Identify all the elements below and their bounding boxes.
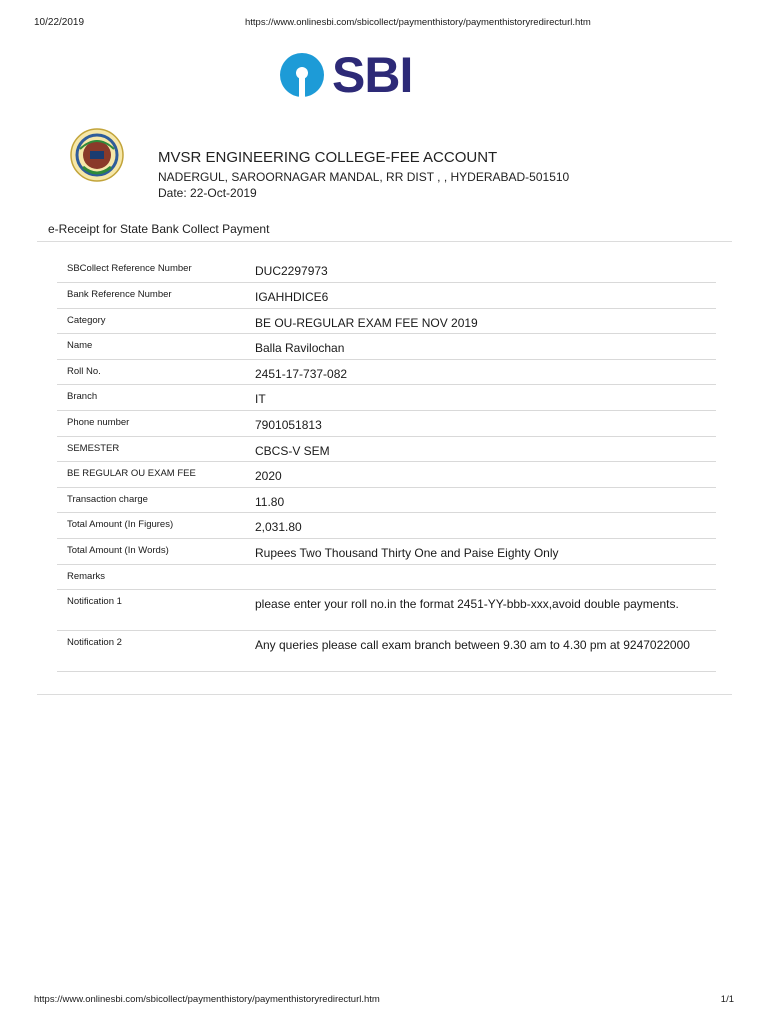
row-label: Name <box>57 334 255 360</box>
table-row <box>57 564 716 590</box>
table-row <box>57 462 716 488</box>
sbi-logo <box>278 47 413 103</box>
table-row <box>57 487 716 513</box>
row-label: BE REGULAR OU EXAM FEE <box>57 462 255 488</box>
row-value: 7901051813 <box>255 411 716 437</box>
print-footer-url: https://www.onlinesbi.com/sbicollect/paymenthistory/paymenthistoryredirecturl.htm <box>34 994 380 1005</box>
college-seal-icon <box>66 127 128 183</box>
page-number: 1/1 <box>720 994 734 1005</box>
organization-address: NADERGUL, SAROORNAGAR MANDAL, RR DIST , , HYDERABAD-501510 <box>158 170 570 184</box>
table-row <box>57 631 716 672</box>
row-value: 2451-17-737-082 <box>255 359 716 385</box>
table-row <box>57 385 716 411</box>
row-label: Remarks <box>57 564 255 590</box>
sbi-keyhole-icon <box>278 51 326 99</box>
table-row <box>57 590 716 631</box>
row-label: Total Amount (In Figures) <box>57 513 255 539</box>
row-label: Category <box>57 308 255 334</box>
row-label: Total Amount (In Words) <box>57 539 255 565</box>
print-date: 10/22/2019 <box>34 17 85 28</box>
row-label: Phone number <box>57 411 255 437</box>
row-value: IT <box>255 385 716 411</box>
divider <box>37 694 732 695</box>
table-row <box>57 334 716 360</box>
row-value: Balla Ravilochan <box>255 334 716 360</box>
row-label: Roll No. <box>57 359 255 385</box>
row-value: DUC2297973 <box>255 257 716 283</box>
row-value: 2020 <box>255 462 716 488</box>
row-value: IGAHHDICE6 <box>255 283 716 309</box>
row-value: 2,031.80 <box>255 513 716 539</box>
row-label: Bank Reference Number <box>57 283 255 309</box>
row-label: Notification 1 <box>57 590 255 631</box>
row-label: Transaction charge <box>57 487 255 513</box>
organization-name: MVSR ENGINEERING COLLEGE-FEE ACCOUNT <box>158 149 498 166</box>
table-row <box>57 308 716 334</box>
row-value: please enter your roll no.in the format 2451-YY-bbb-xxx,avoid double payments. <box>255 590 716 631</box>
row-value <box>255 564 716 590</box>
divider <box>37 241 732 242</box>
table-row <box>57 359 716 385</box>
row-value: CBCS-V SEM <box>255 436 716 462</box>
table-row <box>57 283 716 309</box>
row-label: SEMESTER <box>57 436 255 462</box>
receipt-date: Date: 22-Oct-2019 <box>158 186 257 200</box>
receipt-table <box>57 257 716 672</box>
row-value: Any queries please call exam branch between 9.30 am to 4.30 pm at 9247022000 <box>255 631 716 672</box>
table-row <box>57 513 716 539</box>
print-url: https://www.onlinesbi.com/sbicollect/paymenthistory/paymenthistoryredirecturl.htm <box>245 17 591 28</box>
row-label: Branch <box>57 385 255 411</box>
row-label: SBCollect Reference Number <box>57 257 255 283</box>
row-value: Rupees Two Thousand Thirty One and Paise Eighty Only <box>255 539 716 565</box>
table-row <box>57 436 716 462</box>
table-row <box>57 411 716 437</box>
receipt-title: e-Receipt for State Bank Collect Payment <box>48 222 270 236</box>
row-label: Notification 2 <box>57 631 255 672</box>
table-row <box>57 257 716 283</box>
table-row <box>57 539 716 565</box>
row-value: BE OU-REGULAR EXAM FEE NOV 2019 <box>255 308 716 334</box>
row-value: 11.80 <box>255 487 716 513</box>
sbi-wordmark: SBI <box>332 47 413 103</box>
